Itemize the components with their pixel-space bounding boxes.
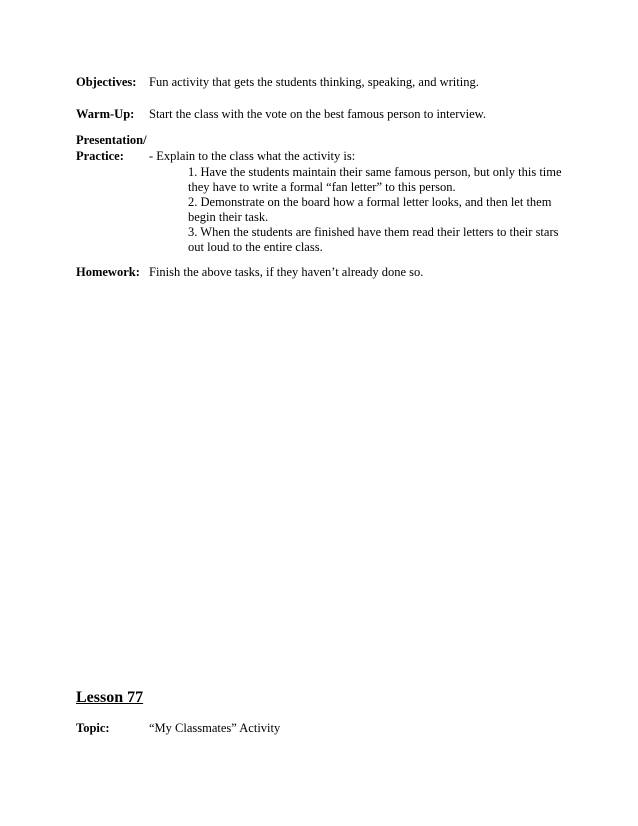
warmup-label: Warm-Up: <box>76 107 135 121</box>
presentation-label: Presentation/ <box>76 133 147 147</box>
step-line: out loud to the entire class. <box>188 240 323 254</box>
lesson-title: Lesson 77 <box>76 689 144 706</box>
objectives-label: Objectives: <box>76 75 137 89</box>
objectives-text: Fun activity that gets the students thinking, speaking, and writing. <box>149 75 479 89</box>
presentation-intro: - Explain to the class what the activity is: <box>149 149 356 163</box>
warmup-text: Start the class with the vote on the best famous person to interview. <box>149 107 486 121</box>
homework-text: Finish the above tasks, if they haven’t already done so. <box>149 265 424 279</box>
step-line: they have to write a formal “fan letter” to this person. <box>188 180 456 194</box>
step-line: 3. When the students are finished have them read their letters to their stars <box>188 225 559 239</box>
step-line: 1. Have the students maintain their same famous person, but only this time <box>188 165 562 179</box>
step-line: 2. Demonstrate on the board how a formal letter looks, and then let them <box>188 195 552 209</box>
practice-label: Practice: <box>76 149 124 163</box>
topic-label: Topic: <box>76 721 110 735</box>
homework-label: Homework: <box>76 265 140 279</box>
step-line: begin their task. <box>188 210 269 224</box>
topic-text: “My Classmates” Activity <box>149 721 281 735</box>
